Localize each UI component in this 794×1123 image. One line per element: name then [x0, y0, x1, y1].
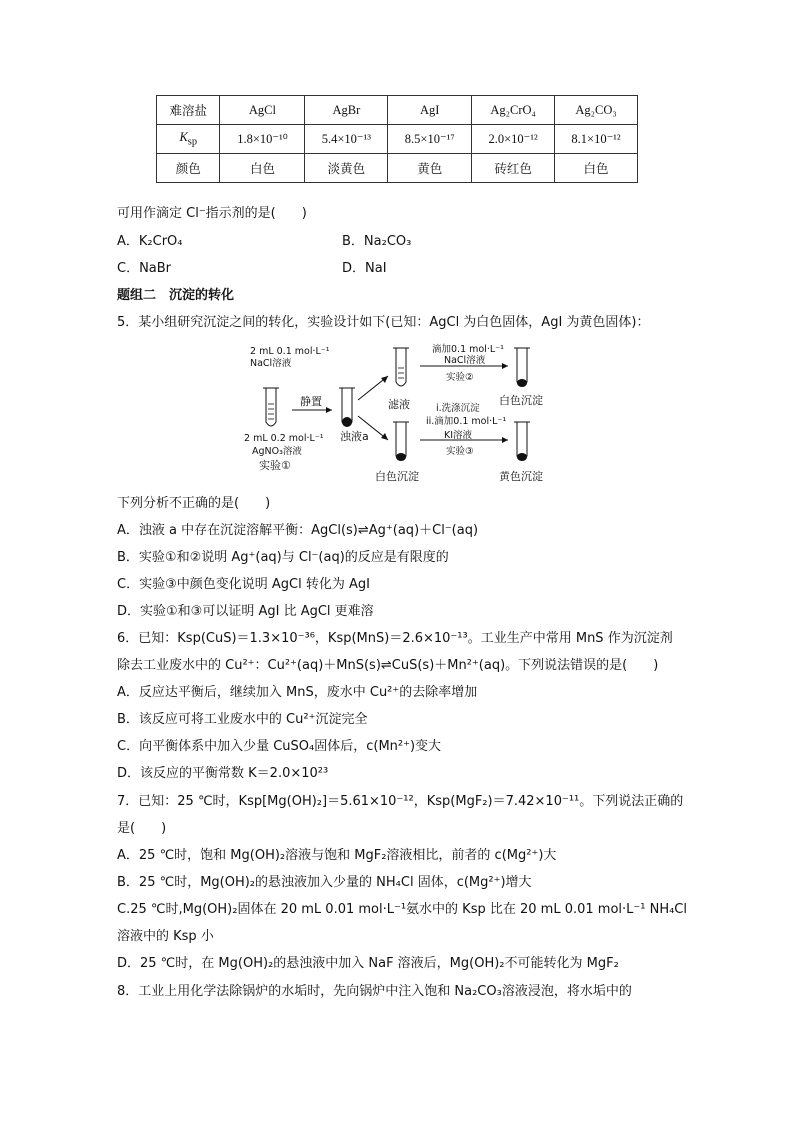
table-row — [157, 125, 638, 154]
q7-option-b: B．25 ℃时，Mg(OH)₂的悬浊液加入少量的 NH₄Cl 固体，c(Mg²⁺)增大 — [117, 875, 532, 890]
table-cell: 5.4×10⁻¹³ — [305, 125, 388, 154]
q5-option-d: D．实验①和③可以证明 AgI 比 AgCl 更难溶 — [117, 604, 374, 619]
q6-stem-line1: 6．已知：Ksp(CuS)＝1.3×10⁻³⁶，Ksp(MnS)＝2.6×10⁻¹³。工业生产中常用 MnS 作为沉淀剂 — [117, 631, 673, 646]
table-header-cell: AgCl — [220, 96, 305, 125]
test-tube-yellow-ppt — [514, 422, 530, 461]
diagram-wash-3: KI溶液 — [444, 430, 473, 441]
q7-stem-line1: 7．已知：25 ℃时，Ksp[Mg(OH)₂]＝5.61×10⁻¹²，Ksp(MgF₂)＝7.42×10⁻¹¹。下列说法正确的 — [117, 794, 684, 809]
diagram-exp2-label: 实验② — [446, 372, 474, 383]
table-cell: 黄色 — [388, 154, 472, 183]
q8-stem-line1: 8．工业上用化学法除锅炉的水垢时，先向锅炉中注入饱和 Na₂CO₃溶液浸泡，将水垢中的 — [117, 984, 632, 999]
q6-option-b: B．该反应可将工业废水中的 Cu²⁺沉淀完全 — [117, 712, 368, 727]
diagram-white-ppt-bottom-label: 白色沉淀 — [375, 470, 419, 483]
q5-question: 下列分析不正确的是( ) — [117, 496, 271, 511]
experiment-diagram — [236, 342, 566, 492]
diagram-drip-top-1: 滴加0.1 mol·L⁻¹ — [432, 344, 504, 355]
diagram-white-ppt-top-label: 白色沉淀 — [499, 394, 543, 407]
q5-option-a: A．浊液 a 中存在沉淀溶解平衡：AgCl(s)⇌Ag⁺(aq)＋Cl⁻(aq) — [117, 523, 479, 538]
diagram-drip-top-2: NaCl溶液 — [444, 355, 486, 366]
q7-option-d: D．25 ℃时，在 Mg(OH)₂的悬浊液中加入 NaF 溶液后，Mg(OH)₂不可能转化为 MgF₂ — [117, 956, 619, 971]
diagram-yellow-ppt-label: 黄色沉淀 — [499, 470, 543, 483]
arrow-head — [381, 433, 388, 440]
table-cell: 2.0×10⁻¹² — [472, 125, 555, 154]
table-header-cell: Ag₂CrO₄ — [472, 96, 555, 125]
diagram-wash-1: i.洗涤沉淀 — [436, 403, 480, 414]
arrow-head — [502, 437, 508, 443]
table-header-cell: 难溶盐 — [157, 96, 220, 125]
diagram-top-reagent-2: NaCl溶液 — [250, 358, 292, 369]
test-tube-white-ppt-top — [514, 348, 530, 387]
diagram-bottom-reagent-1: 2 mL 0.2 mol·L⁻¹ — [244, 433, 324, 444]
table-cell: 淡黄色 — [305, 154, 388, 183]
diagram-wash-2: ii.滴加0.1 mol·L⁻¹ — [426, 416, 507, 427]
q5-option-c: C．实验③中颜色变化说明 AgCl 转化为 AgI — [117, 577, 370, 592]
test-tube-filtrate — [393, 348, 409, 386]
q7-option-a: A．25 ℃时，饱和 Mg(OH)₂溶液与饱和 MgF₂溶液相比，前者的 c(Mg²⁺)大 — [117, 848, 557, 863]
q7-option-c-line1: C.25 ℃时,Mg(OH)₂固体在 20 mL 0.01 mol·L⁻¹氨水中的 Ksp 比在 20 mL 0.01 mol·L⁻¹ NH₄Cl — [117, 902, 687, 917]
diagram-arrow-still-label: 静置 — [300, 395, 322, 408]
test-tube-white-ppt-bottom — [393, 422, 409, 461]
table-header-cell: Ag₂CO₃ — [555, 96, 638, 125]
arrow-head — [502, 363, 508, 369]
q4-stem: 可用作滴定 Cl⁻指示剂的是( ) — [117, 206, 307, 221]
table-cell: 白色 — [555, 154, 638, 183]
diagram-exp1-label: 实验① — [259, 459, 291, 472]
diagram-top-reagent-1: 2 mL 0.1 mol·L⁻¹ — [250, 346, 330, 357]
diagram-turbid-label: 浊液a — [340, 430, 369, 443]
diagram-bottom-reagent-2: AgNO₃溶液 — [252, 446, 302, 457]
table-cell: 白色 — [220, 154, 305, 183]
table-header-cell: AgI — [388, 96, 472, 125]
color-label-cell: 颜色 — [157, 154, 220, 183]
q6-stem-line2: 除去工业废水中的 Cu²⁺：Cu²⁺(aq)＋MnS(s)⇌CuS(s)＋Mn²⁺(aq)。下列说法错误的是( ) — [117, 658, 659, 673]
q4-option-b: B．Na₂CO₃ — [342, 234, 412, 249]
ksp-label-cell: $K_{sp}$ — [157, 125, 220, 154]
diagram-exp3-label: 实验③ — [446, 446, 474, 457]
q4-option-d: D．NaI — [342, 261, 387, 276]
q6-option-a: A．反应达平衡后，继续加入 MnS，废水中 Cu²⁺的去除率增加 — [117, 685, 478, 700]
arrow-head — [381, 376, 388, 383]
q7-option-c-line2: 溶液中的 Ksp 小 — [117, 929, 214, 944]
table-header-cell: AgBr — [305, 96, 388, 125]
q5-option-b: B．实验①和②说明 Ag⁺(aq)与 Cl⁻(aq)的反应是有限度的 — [117, 550, 449, 565]
table-cell: 1.8×10⁻¹⁰ — [220, 125, 305, 154]
table-cell: 8.1×10⁻¹² — [555, 125, 638, 154]
test-tube-1 — [263, 388, 279, 426]
ksp-table — [156, 95, 638, 183]
table-cell: 砖红色 — [472, 154, 555, 183]
table-row — [157, 154, 638, 183]
test-tube-turbid — [339, 388, 355, 427]
q5-stem: 5．某小组研究沉淀之间的转化，实验设计如下(已知：AgCl 为白色固体，AgI 为黄色固体)： — [117, 315, 650, 330]
q4-option-c: C．NaBr — [117, 261, 172, 276]
diagram-filtrate-label: 滤液 — [388, 398, 410, 411]
q6-option-c: C．向平衡体系中加入少量 CuSO₄固体后，c(Mn²⁺)变大 — [117, 739, 442, 754]
table-cell: 8.5×10⁻¹⁷ — [388, 125, 472, 154]
arrow-head — [326, 407, 332, 413]
group2-heading: 题组二 沉淀的转化 — [117, 288, 235, 303]
q7-stem-line2: 是( ) — [117, 821, 167, 836]
table-row — [157, 96, 638, 125]
q6-option-d: D．该反应的平衡常数 K＝2.0×10²³ — [117, 766, 329, 781]
q4-option-a: A．K₂CrO₄ — [117, 234, 183, 249]
